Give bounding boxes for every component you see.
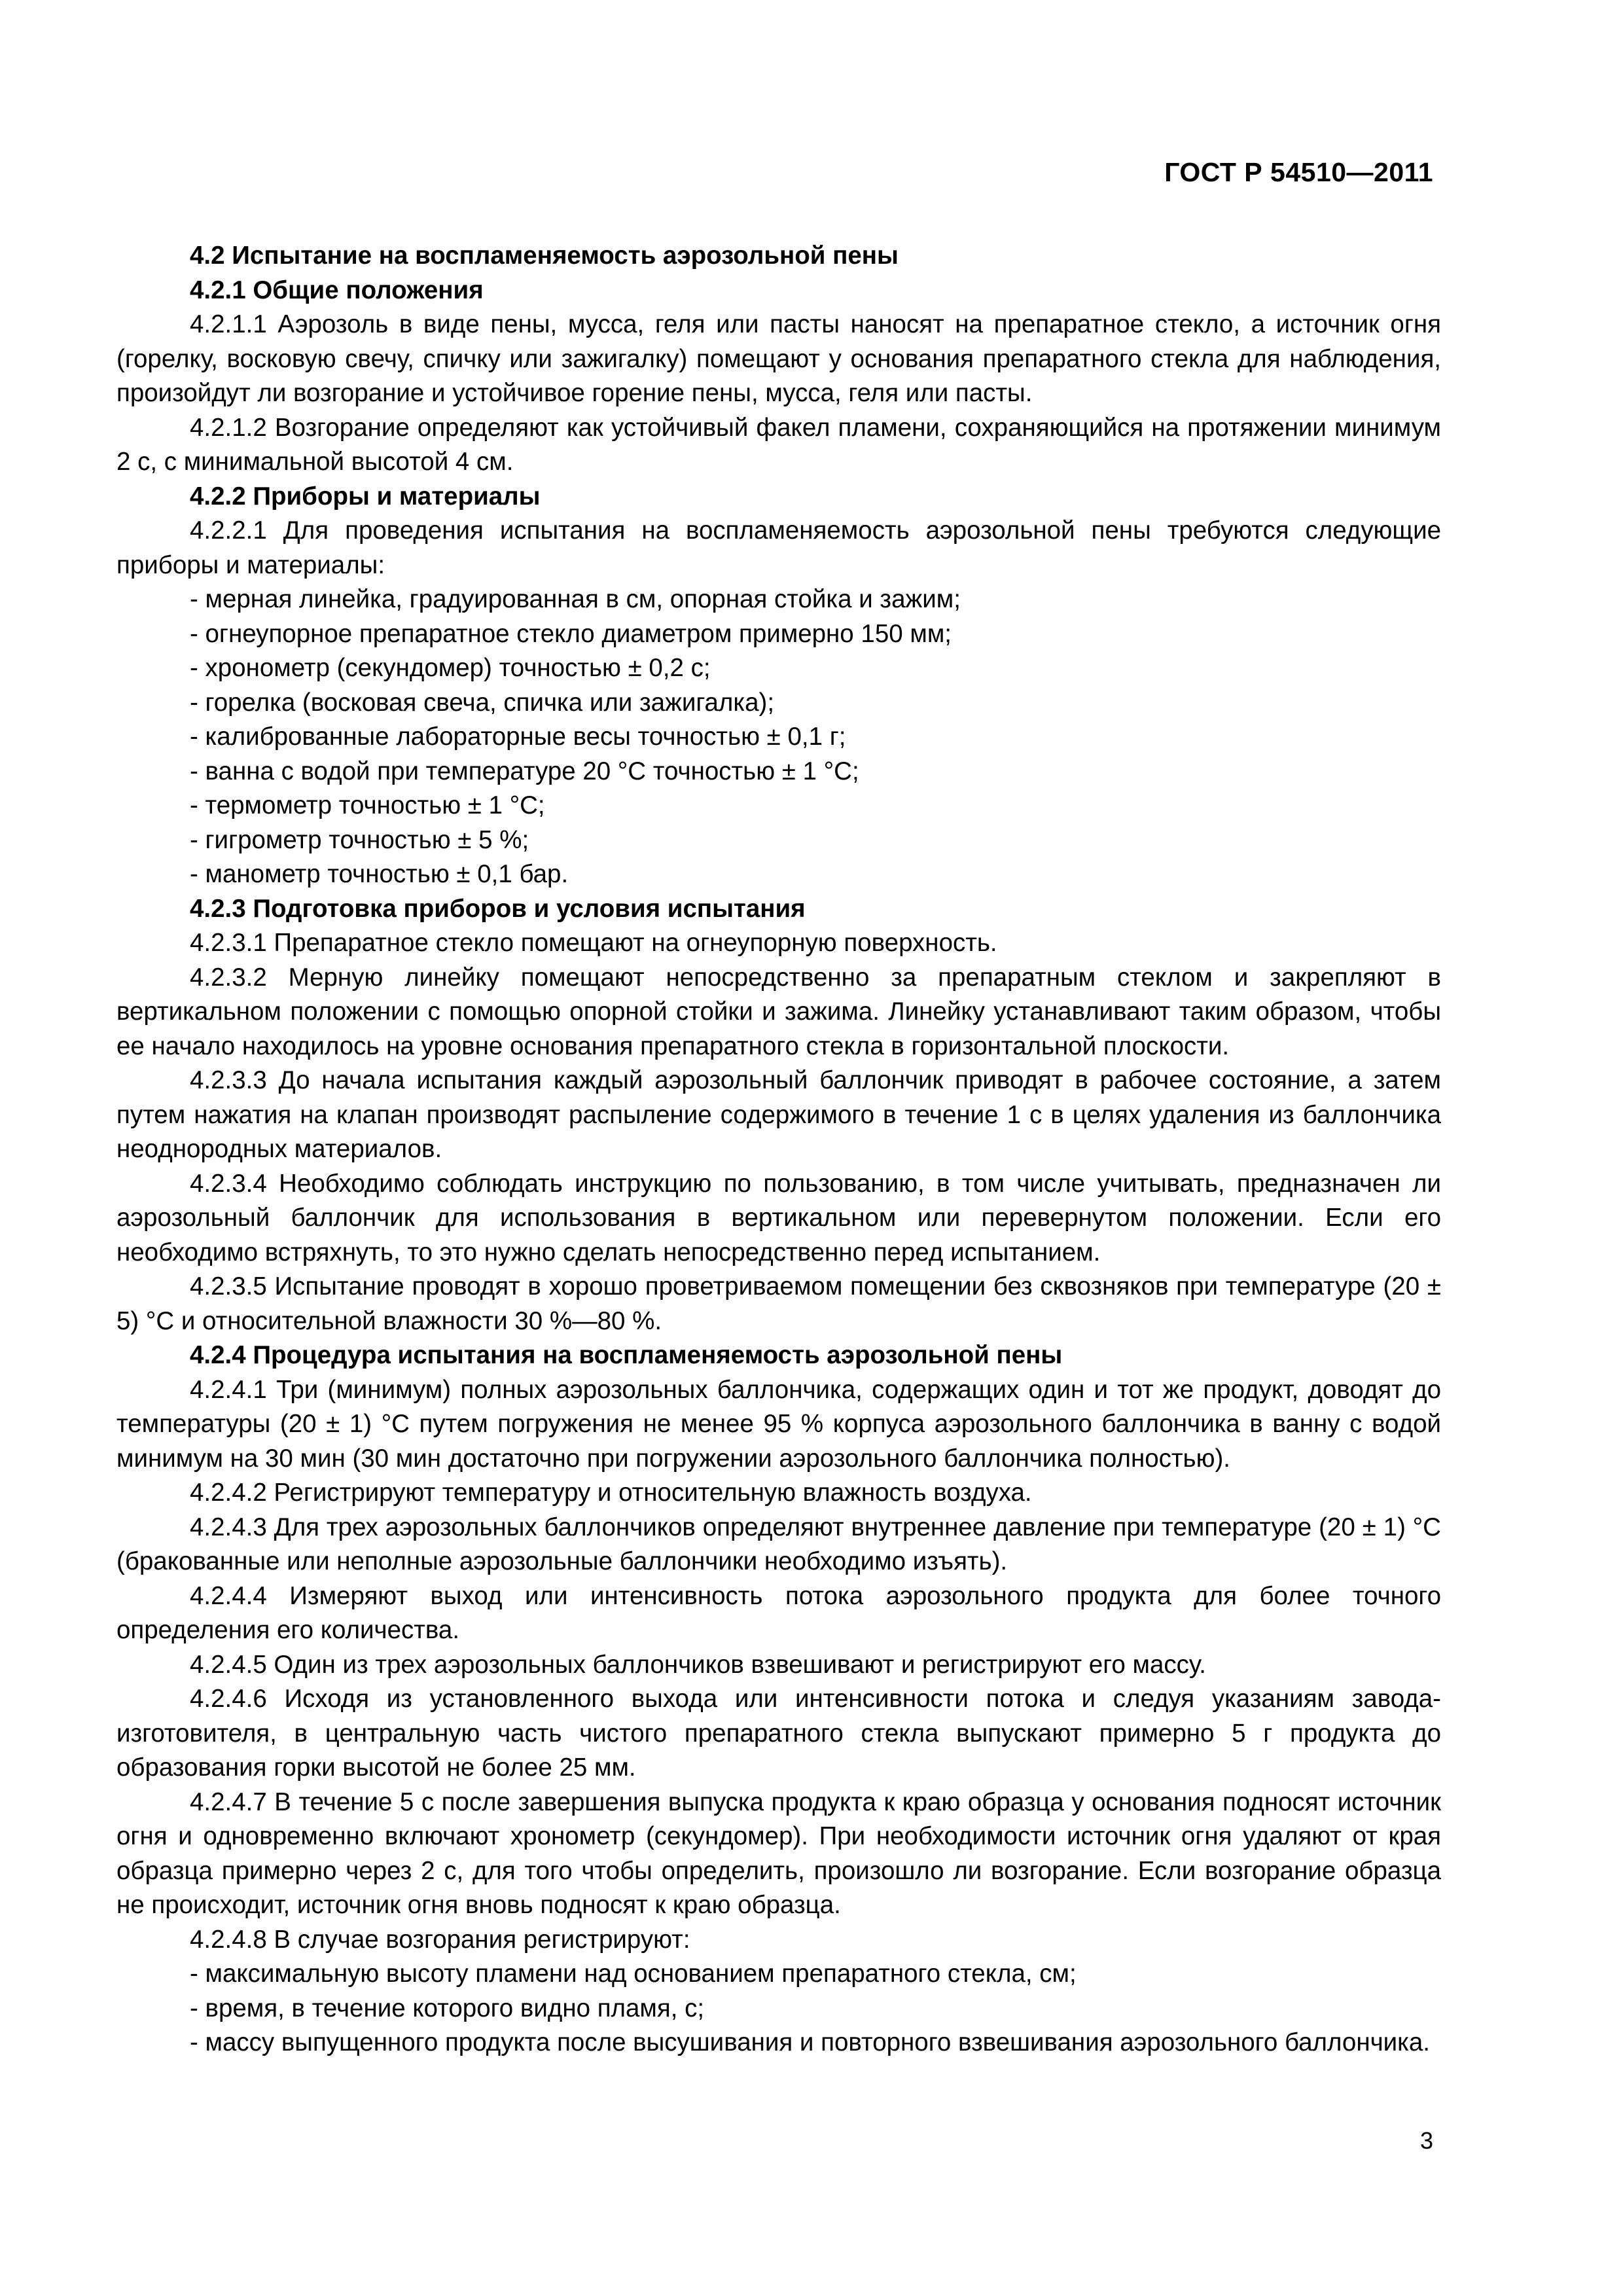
paragraph: 4.2.3.2 Мерную линейку помещают непосредственно за препаратным стеклом и закрепляют в вертикальном положении с помощью опорной стойки и зажима. Линейку устанавливают таким образом, чтобы ее начало находилось на уровне основания препаратного стекла в горизонтальной плоскости. <box>116 963 1441 1060</box>
list-item: - мерная линейка, градуированная в см, опорная стойка и зажим; <box>190 585 961 613</box>
paragraph: 4.2.2.1 Для проведения испытания на воспламеняемость аэрозольной пены требуются следующие приборы и материалы: <box>116 516 1441 579</box>
paragraph: 4.2.1.1 Аэрозоль в виде пены, мусса, геля или пасты наносят на препаратное стекло, а источник огня (горелку, восковую свечу, спичку или зажигалку) помещают у основания препаратного стекла для наблюдения, произойдут ли возгорание и устойчивое горение пены, мусса, геля или пасты. <box>116 310 1441 407</box>
paragraph: 4.2.3.1 Препаратное стекло помещают на огнеупорную поверхность. <box>190 929 997 957</box>
paragraph: 4.2.4.5 Один из трех аэрозольных баллончиков взвешивают и регистрируют его массу. <box>190 1650 1206 1679</box>
list-item: - максимальную высоту пламени над основанием препаратного стекла, см; <box>190 1960 1077 1988</box>
list-item: - гигрометр точностью ± 5 %; <box>190 825 529 854</box>
paragraph: 4.2.4.8 В случае возгорания регистрируют: <box>190 1925 690 1954</box>
list-item: - горелка (восковая свеча, спичка или зажигалка); <box>190 688 775 717</box>
paragraph: 4.2.3.5 Испытание проводят в хорошо проветриваемом помещении без сквозняков при температуре (20 ± 5) °С и относительной влажности 30 %—80 %. <box>116 1272 1441 1335</box>
subsection-heading: 4.2.3 Подготовка приборов и условия испытания <box>190 894 806 923</box>
document-body <box>116 239 1441 2060</box>
list-item: - огнеупорное препаратное стекло диаметром примерно 150 мм; <box>190 619 952 648</box>
subsection-heading: 4.2.1 Общие положения <box>190 276 484 304</box>
list-item: - термометр точностью ± 1 °С; <box>190 791 545 819</box>
list-item: - хронометр (секундомер) точностью ± 0,2 с; <box>190 654 711 682</box>
document-standard-id: ГОСТ Р 54510—2011 <box>1164 157 1433 187</box>
section-heading: 4.2 Испытание на воспламеняемость аэрозольной пены <box>190 242 899 270</box>
list-item: - калиброванные лабораторные весы точностью ± 0,1 г; <box>190 723 846 751</box>
page-number: 3 <box>1419 2127 1433 2154</box>
paragraph: 4.2.4.3 Для трех аэрозольных баллончиков определяют внутреннее давление при температуре (20 ± 1) °С (бракованные или неполные аэрозольные баллончики необходимо изъять). <box>116 1513 1441 1575</box>
paragraph: 4.2.4.6 Исходя из установленного выхода или интенсивности потока и следуя указаниям завода-изготовителя, в центральную часть чистого препаратного стекла выпускают примерно 5 г продукта до образования горки высотой не более 25 мм. <box>116 1685 1441 1782</box>
paragraph: 4.2.4.1 Три (минимум) полных аэрозольных баллончика, содержащих один и тот же продукт, доводят до температуры (20 ± 1) °С путем погружения не менее 95 % корпуса аэрозольного баллончика в ванну с водой минимум на 30 мин (30 мин достаточно при погружении аэрозольного баллончика полностью). <box>116 1375 1441 1473</box>
list-item: - время, в течение которого видно пламя, с; <box>190 1994 705 2022</box>
paragraph: 4.2.3.4 Необходимо соблюдать инструкцию по пользованию, в том числе учитывать, предназначен ли аэрозольный баллончик для использования в вертикальном или перевернутом положении. Если его необходимо встряхнуть, то это нужно сделать непосредственно перед испытанием. <box>116 1169 1441 1266</box>
paragraph: 4.2.1.2 Возгорание определяют как устойчивый факел пламени, сохраняющийся на протяжении минимум 2 с, с минимальной высотой 4 см. <box>116 413 1441 476</box>
list-item: - манометр точностью ± 0,1 бар. <box>190 860 569 888</box>
list-item: - ванна с водой при температуре 20 °С точностью ± 1 °С; <box>190 757 859 785</box>
paragraph: 4.2.4.2 Регистрируют температуру и относительную влажность воздуха. <box>190 1479 1032 1507</box>
list-item: - массу выпущенного продукта после высушивания и повторного взвешивания аэрозольного баллончика. <box>190 2028 1430 2056</box>
paragraph: 4.2.3.3 До начала испытания каждый аэрозольный баллончик приводят в рабочее состояние, а затем путем нажатия на клапан производят распыление содержимого в течение 1 с в целях удаления из баллончика неоднородных материалов. <box>116 1066 1441 1163</box>
subsection-heading: 4.2.4 Процедура испытания на воспламеняемость аэрозольной пены <box>190 1341 1063 1369</box>
subsection-heading: 4.2.2 Приборы и материалы <box>190 482 541 511</box>
paragraph: 4.2.4.7 В течение 5 с после завершения выпуска продукта к краю образца у основания подносят источник огня и одновременно включают хронометр (секундомер). При необходимости источник огня удаляют от края образца примерно через 2 с, для того чтобы определить, произошло ли возгорание. Если возгорание образца не происходит, источник огня вновь подносят к краю образца. <box>116 1787 1441 1919</box>
paragraph: 4.2.4.4 Измеряют выход или интенсивность потока аэрозольного продукта для более точного определения его количества. <box>116 1581 1441 1644</box>
